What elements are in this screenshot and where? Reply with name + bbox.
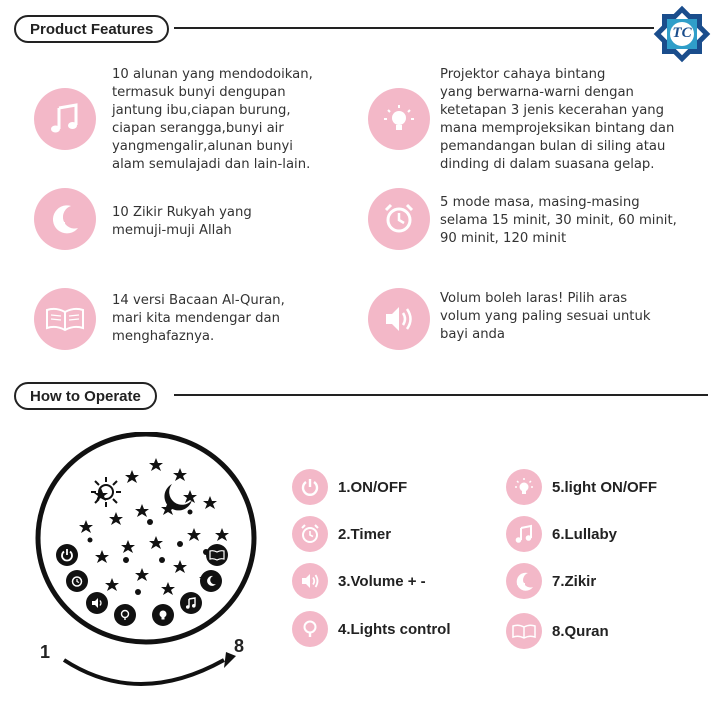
operate-label-quran: 8.Quran (552, 622, 609, 640)
operate-label-lights-control: 4.Lights control (338, 620, 451, 638)
operate-item-timer (292, 516, 391, 552)
operate-label-timer: 2.Timer (338, 525, 392, 543)
moon-mosque-icon (34, 188, 96, 250)
feature-zikir-text: 10 Zikir Rukyah yang memuji-muji Allah (112, 205, 252, 238)
operate-label-on-off: 1.ON/OFF (338, 478, 408, 496)
device-lullaby-button (180, 592, 202, 614)
sequence-end-label: 8 (234, 636, 245, 656)
open-book-icon (506, 613, 542, 649)
operate-item-lullaby (506, 516, 617, 552)
feature-quran (34, 288, 96, 350)
device-quran-button (206, 544, 228, 566)
header-divider (174, 27, 654, 29)
operate-label-volume: 3.Volume + - (338, 572, 426, 590)
feature-projector (368, 88, 430, 150)
how-to-operate-header (14, 381, 708, 411)
alarm-clock-icon (368, 188, 430, 250)
operate-item-quran (506, 613, 609, 649)
feature-projector-text: Projektor cahaya bintang yang berwarna-warni dengan ketetapan 3 jenis kecerahan yang mana memprojeksikan bintang dan pemandangan bulan di siling atau dinding di dalam suasana gelap. (440, 67, 675, 172)
device-light-button (152, 604, 174, 626)
open-book-icon (34, 288, 96, 350)
music-note-icon (34, 88, 96, 150)
product-features-header (14, 14, 714, 44)
device-power-button (56, 544, 78, 566)
feature-quran-text: 14 versi Bacaan Al-Quran, mari kita mendengar dan menghafaznya. (112, 293, 285, 344)
how-to-operate-title: How to Operate (14, 382, 157, 410)
feature-timer (368, 188, 430, 250)
device-volume-button (86, 592, 108, 614)
feature-timer-text: 5 mode masa, masing-masing selama 15 minit, 30 minit, 60 minit, 90 minit, 120 minit (440, 195, 677, 246)
operate-item-lights-control (292, 611, 451, 647)
device-zikir-button (200, 570, 222, 592)
light-bulb-icon (506, 469, 542, 505)
light-bulb-icon (368, 88, 430, 150)
operate-item-on-off (292, 469, 407, 505)
sequence-arrow-icon (58, 646, 248, 696)
operate-item-volume (292, 563, 426, 599)
alarm-clock-icon (292, 516, 328, 552)
operate-item-light-on-off (506, 469, 657, 505)
device-diagram (30, 432, 262, 650)
power-icon (292, 469, 328, 505)
feature-lullaby-text: 10 alunan yang mendodoikan, termasuk bunyi dengupan jantung ibu,ciapan burung, ciapan serangga,bunyi air yangmengalir,alunan bunyi alam semulajadi dan lain-lain. (112, 67, 313, 172)
moon-mosque-icon (506, 563, 542, 599)
operate-label-zikir: 7.Zikir (552, 572, 597, 590)
music-note-icon (506, 516, 542, 552)
operate-label-light-on-off: 5.light ON/OFF (552, 478, 657, 496)
feature-volume (368, 288, 430, 350)
feature-lullaby (34, 88, 96, 150)
device-timer-button (66, 570, 88, 592)
feature-volume-text: Volum boleh laras! Pilih aras volum yang paling sesuai untuk bayi anda (440, 291, 651, 342)
speaker-icon (292, 563, 328, 599)
operate-item-zikir (506, 563, 596, 599)
operate-label-lullaby: 6.Lullaby (552, 525, 618, 543)
light-bulb-icon (292, 611, 328, 647)
header-divider (174, 394, 708, 396)
logo-text: TC (672, 25, 692, 41)
speaker-icon (368, 288, 430, 350)
feature-zikir (34, 188, 96, 250)
product-features-title: Product Features (14, 15, 169, 43)
device-starfield (30, 432, 262, 650)
sequence-start-label: 1 (40, 642, 51, 662)
device-lights-control-button (114, 604, 136, 626)
